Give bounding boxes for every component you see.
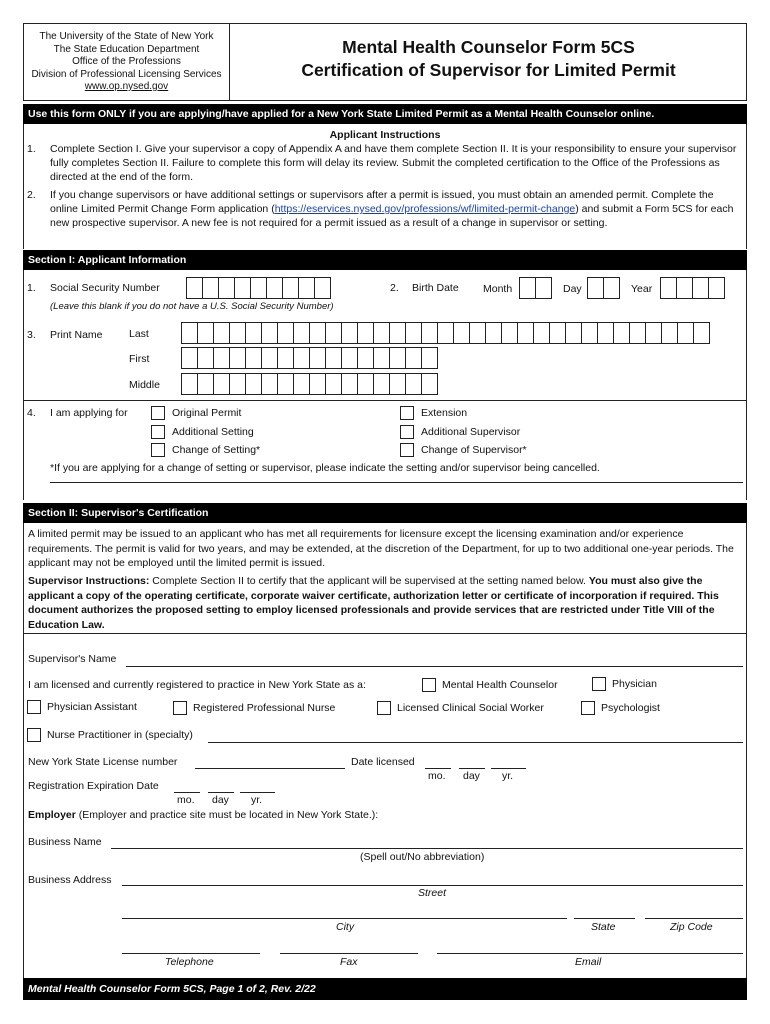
form-title-line2: Certification of Supervisor for Limited Permit [301, 60, 676, 80]
field-num: 3. [27, 329, 36, 341]
psychologist-label: Psychologist [601, 702, 660, 714]
business-name-label: Business Name [28, 836, 102, 848]
mhc-checkbox[interactable] [422, 678, 436, 692]
month-label: Month [483, 283, 513, 295]
extension-label: Extension [421, 407, 468, 419]
license-number-label: New York State License number [28, 756, 178, 768]
spell-out-note: (Spell out/No abbreviation) [360, 851, 485, 863]
page-footer: Mental Health Counselor Form 5CS, Page 1 of 2, Rev. 2/22 [23, 978, 747, 1000]
birth-date-label: Birth Date [412, 282, 459, 294]
org-line: Division of Professional Licensing Services [31, 68, 222, 80]
mhc-label: Mental Health Counselor [442, 679, 558, 691]
cancelled-setting-input[interactable] [50, 482, 743, 483]
state-label: State [591, 921, 616, 933]
original-permit-checkbox[interactable] [151, 406, 165, 420]
physician-label: Physician [612, 678, 657, 690]
psychologist-checkbox[interactable] [581, 701, 595, 715]
section-2-intro: A limited permit may be issued to an applicant who has met all requirements for licensure except the licensing examination and/or experience requirements. The permit is valid for two years, and may be extended, at the discretion of the Department, for up to two additional one-year periods. The applicant may not be employed until the limited permit is issued. [28, 528, 734, 569]
birth-month-input[interactable] [519, 277, 551, 299]
mo-label: mo. [177, 794, 195, 806]
form-title [231, 36, 746, 82]
supervisor-name-label: Supervisor's Name [28, 653, 117, 665]
middle-name-input[interactable] [181, 373, 437, 395]
street-label: Street [418, 887, 447, 899]
zip-label: Zip Code [670, 921, 713, 933]
supervisor-instructions [28, 574, 742, 632]
mo-label: mo. [428, 770, 446, 782]
instruction-text: If you change supervisors or have additional settings or supervisors after a permit is issued, you must obtain an amended permit. Complete the online Limited Permit Change Form application ( [50, 189, 714, 215]
first-name-label: First [129, 353, 150, 365]
field-num: 2. [390, 282, 399, 294]
field-num: 4. [27, 407, 36, 419]
limited-permit-change-link[interactable]: https://eservices.nysed.gov/professions/wf/limited-permit-change [274, 203, 576, 215]
additional-supervisor-checkbox[interactable] [400, 425, 414, 439]
email-input[interactable] [437, 953, 743, 954]
original-permit-label: Original Permit [172, 407, 242, 419]
city-input[interactable] [122, 918, 567, 919]
org-line: The State Education Department [53, 43, 200, 55]
telephone-input[interactable] [122, 953, 260, 954]
ssn-label: Social Security Number [50, 282, 160, 294]
website-link[interactable]: www.op.nysed.gov [84, 81, 169, 92]
employer-heading [28, 808, 378, 822]
middle-name-label: Middle [129, 379, 160, 391]
org-line: The University of the State of New York [39, 31, 214, 42]
birth-year-input[interactable] [660, 277, 724, 299]
instruction-item-1: Complete Section I. Give your supervisor a copy of Appendix A and have them complete Section II. It is your responsibility to ensure your supervisor fully completes Section II. Failure to complete this form will delay its review. Submit the completed certification to the Office of the Professions as directed at the end of the form. [50, 143, 737, 183]
pa-label: Physician Assistant [47, 701, 137, 713]
yr-label: yr. [251, 794, 263, 806]
day-label: day [212, 794, 229, 806]
state-input[interactable] [574, 918, 635, 919]
np-checkbox[interactable] [27, 728, 41, 742]
supervisor-instructions-label: Supervisor Instructions: [28, 575, 150, 587]
np-specialty-input[interactable] [208, 742, 743, 743]
yr-label: yr. [502, 770, 514, 782]
employer-label: Employer [28, 809, 76, 821]
rpn-label: Registered Professional Nurse [193, 702, 336, 714]
lcsw-label: Licensed Clinical Social Worker [397, 702, 544, 714]
supervisor-instructions-bold: You must also give the applicant a copy of the operating certificate, corporate waiver certificate, authorization letter or certificate of incorporation if required. This document authorizes the proposed setting to employ licensed professionals and provide services that are restricted under Title VIII of the Education Law. [28, 575, 719, 631]
year-label: Year [631, 283, 653, 295]
instruction-num: 1. [27, 143, 36, 155]
supervisor-instructions-text: Complete Section II to certify that the applicant will be supervised at the setting named below. [149, 575, 589, 587]
form-title-line1: Mental Health Counselor Form 5CS [342, 37, 635, 57]
np-label: Nurse Practitioner in (specialty) [47, 729, 193, 741]
print-name-label: Print Name [50, 329, 103, 341]
change-of-supervisor-label: Change of Supervisor* [421, 444, 527, 456]
ssn-note: (Leave this blank if you do not have a U.S. Social Security Number) [50, 301, 334, 312]
applying-for-label: I am applying for [50, 407, 128, 419]
last-name-label: Last [129, 328, 149, 340]
birth-day-input[interactable] [587, 277, 619, 299]
day-label: Day [563, 283, 582, 295]
change-of-setting-label: Change of Setting* [172, 444, 261, 456]
change-note: *If you are applying for a change of setting or supervisor, please indicate the setting and/or supervisor being cancelled. [50, 462, 600, 474]
license-number-input[interactable] [195, 768, 345, 769]
physician-checkbox[interactable] [592, 677, 606, 691]
first-name-input[interactable] [181, 347, 437, 369]
change-of-supervisor-checkbox[interactable] [400, 443, 414, 457]
ssn-input[interactable] [186, 277, 330, 299]
pa-checkbox[interactable] [27, 700, 41, 714]
business-address-label: Business Address [28, 874, 112, 886]
online-only-banner: Use this form ONLY if you are applying/have applied for a New York State Limited Permit as a Mental Health Counselor online. [23, 104, 747, 124]
last-name-input[interactable] [181, 322, 709, 344]
additional-setting-label: Additional Setting [172, 426, 254, 438]
divider [23, 633, 747, 634]
instruction-item-2 [50, 188, 742, 230]
fax-label: Fax [340, 956, 358, 968]
registration-expiration-label: Registration Expiration Date [28, 780, 159, 792]
section-2-title: Section II: Supervisor's Certification [23, 503, 747, 523]
org-line: Office of the Professions [72, 56, 181, 67]
day-label: day [463, 770, 480, 782]
field-num: 1. [27, 282, 36, 294]
city-label: City [336, 921, 355, 933]
instructions-heading: Applicant Instructions [329, 129, 441, 141]
instruction-num: 2. [27, 189, 36, 201]
email-label: Email [575, 956, 602, 968]
telephone-label: Telephone [165, 956, 214, 968]
zip-input[interactable] [645, 918, 743, 919]
additional-supervisor-label: Additional Supervisor [421, 426, 521, 438]
business-name-input[interactable] [111, 848, 743, 849]
extension-checkbox[interactable] [400, 406, 414, 420]
supervisor-name-input[interactable] [126, 666, 743, 667]
rpn-checkbox[interactable] [173, 701, 187, 715]
lcsw-checkbox[interactable] [377, 701, 391, 715]
date-licensed-label: Date licensed [351, 756, 415, 768]
additional-setting-checkbox[interactable] [151, 425, 165, 439]
instruction-text: ) and submit a Form 5CS for each new prospective supervisor. A new fee is not required for a permit issued as a result of a change in supervisor or setting. [50, 203, 734, 229]
licensed-as-label: I am licensed and currently registered to practice in New York State as a: [28, 679, 366, 691]
section-1-title: Section I: Applicant Information [23, 250, 747, 270]
divider [23, 400, 747, 401]
change-of-setting-checkbox[interactable] [151, 443, 165, 457]
fax-input[interactable] [280, 953, 418, 954]
employer-note: (Employer and practice site must be located in New York State.): [75, 809, 379, 821]
org-block [24, 24, 230, 100]
